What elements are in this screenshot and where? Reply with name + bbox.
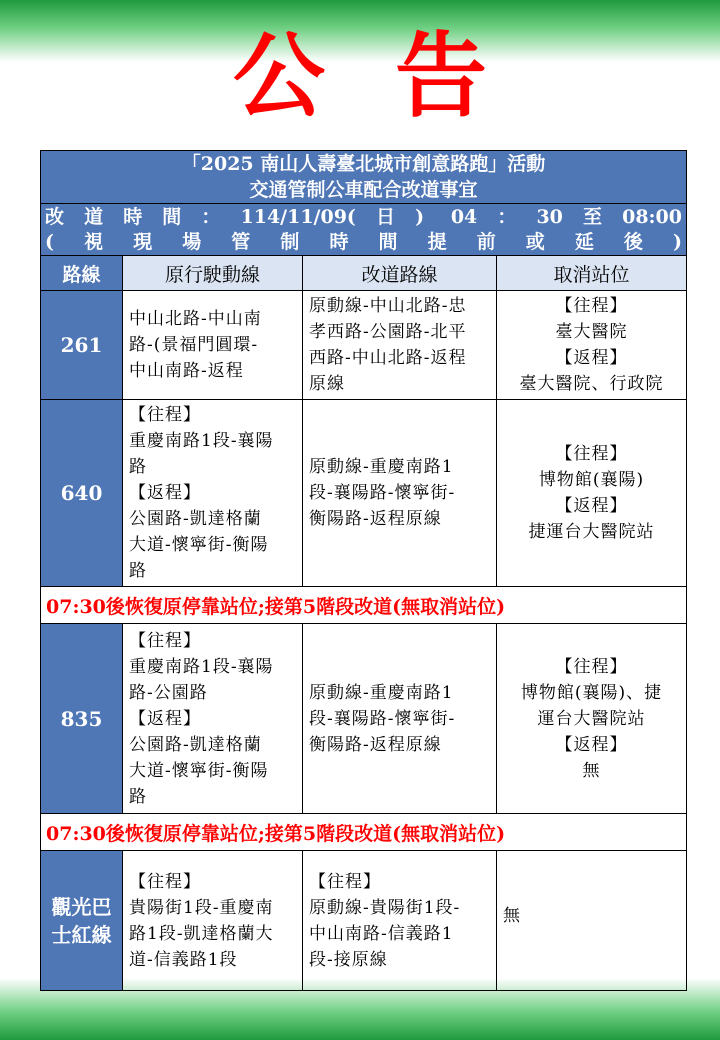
event-title-line1: 「2025 南山人壽臺北城市創意路跑」活動 (181, 153, 546, 175)
detour-route-cell: 原動線-重慶南路1 段-襄陽路-懷寧街- 衡陽路-返程原線 (303, 624, 497, 814)
detour-time-cell (41, 204, 687, 256)
original-route-cell: 【往程】 重慶南路1段-襄陽 路 【返程】 公園路-凱達格蘭 大道-懷寧街-衡陽 路 (123, 400, 303, 587)
table-row (41, 400, 687, 587)
col-header-route: 路線 (41, 256, 123, 291)
cancelled-stops-cell: 【往程】 博物館(襄陽)、捷 運台大醫院站 【返程】 無 (497, 624, 687, 814)
route-cell: 835 (41, 624, 123, 814)
col-header-cancelled: 取消站位 (497, 256, 687, 291)
event-title-cell (41, 151, 687, 204)
restore-notice: 07:30後恢復原停靠站位;接第5階段改道(無取消站位) (41, 587, 687, 624)
original-route-cell: 【往程】 貴陽街1段-重慶南 路1段-凱達格蘭大 道-信義路1段 (123, 851, 303, 991)
detour-route-cell: 【往程】 原動線-貴陽街1段- 中山南路-信義路1 段-接原線 (303, 851, 497, 991)
detour-time-note: (視現場管制時間提前或延後) (45, 230, 682, 253)
route-cell: 640 (41, 400, 123, 587)
original-route-cell: 【往程】 重慶南路1段-襄陽 路-公園路 【返程】 公園路-凱達格蘭 大道-懷寧街-衡陽 路 (123, 624, 303, 814)
table-row (41, 291, 687, 400)
cancelled-stops-cell: 【往程】 博物館(襄陽) 【返程】 捷運台大醫院站 (497, 400, 687, 587)
cancelled-stops-cell: 無 (497, 851, 687, 991)
original-route-cell: 中山北路-中山南 路-(景福門圓環- 中山南路-返程 (123, 291, 303, 400)
table-row (41, 851, 687, 991)
route-cell: 觀光巴 士紅線 (41, 851, 123, 991)
detour-route-cell: 原動線-重慶南路1 段-襄陽路-懷寧街- 衡陽路-返程原線 (303, 400, 497, 587)
table-row (41, 624, 687, 814)
detour-time: 改道時間：114/11/09(日) 04：30至08:00 (45, 205, 682, 228)
detour-route-cell: 原動線-中山北路-忠 孝西路-公園路-北平 西路-中山北路-返程 原線 (303, 291, 497, 400)
col-header-detour: 改道路線 (303, 256, 497, 291)
col-header-original: 原行駛動線 (123, 256, 303, 291)
restore-notice: 07:30後恢復原停靠站位;接第5階段改道(無取消站位) (41, 814, 687, 851)
detour-table (40, 150, 687, 991)
event-title-line2: 交通管制公車配合改道事宜 (249, 179, 478, 201)
announcement-title: 公告 (232, 23, 557, 130)
route-cell: 261 (41, 291, 123, 400)
cancelled-stops-cell: 【往程】 臺大醫院 【返程】 臺大醫院、行政院 (497, 291, 687, 400)
